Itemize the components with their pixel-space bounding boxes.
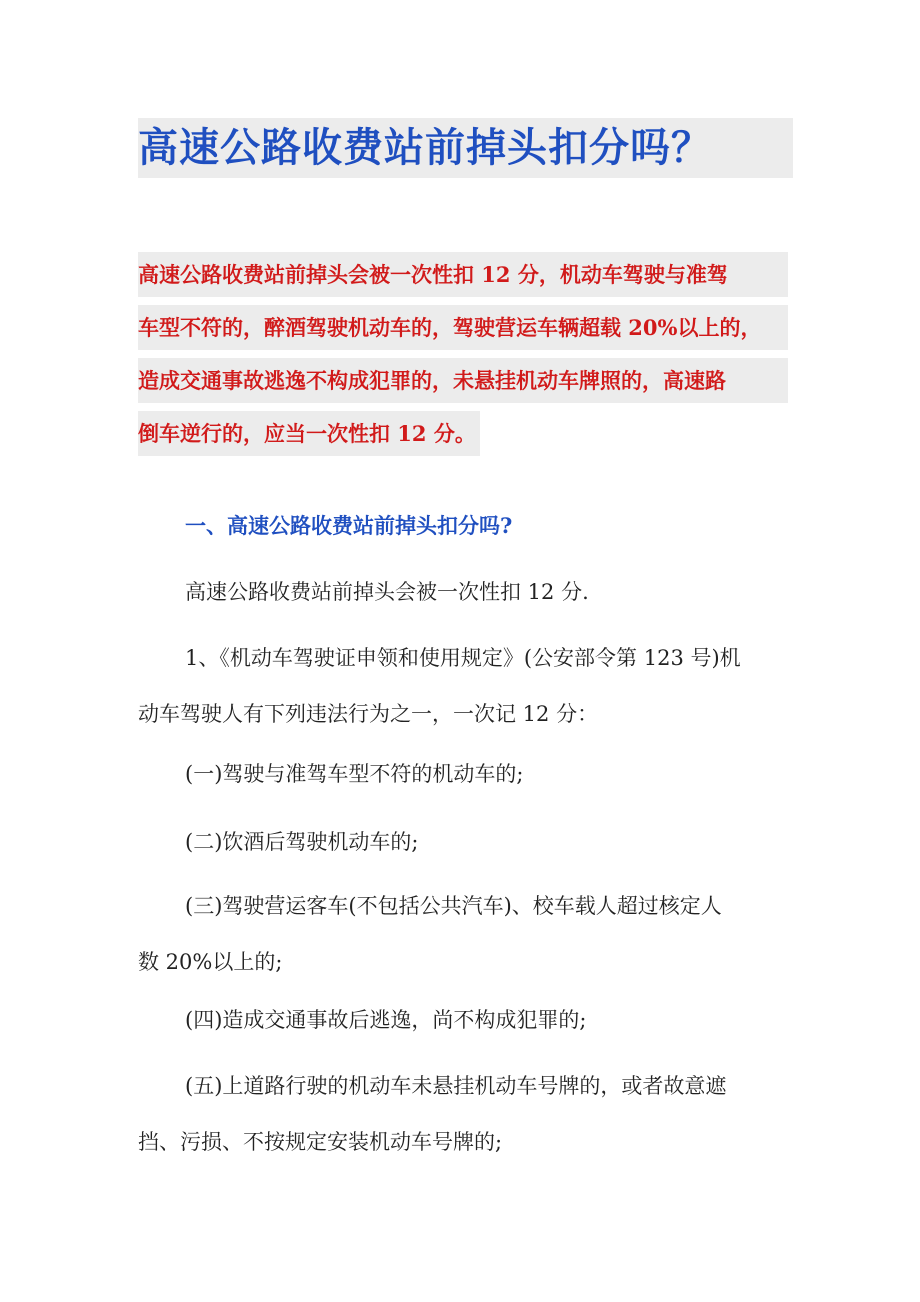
summary-paragraph	[138, 252, 788, 464]
paragraph-line: 1、《机动车驾驶证申领和使用规定》(公安部令第 123 号)机	[185, 646, 741, 670]
paragraph-line: (二)饮酒后驾驶机动车的;	[185, 830, 419, 854]
list-item-5	[138, 1058, 788, 1170]
summary-line: 造成交通事故逃逸不构成犯罪的，未悬挂机动车牌照的，高速路	[138, 358, 788, 403]
list-item-3	[138, 878, 788, 990]
paragraph-line: 动车驾驶人有下列违法行为之一，一次记 12 分：	[138, 702, 599, 726]
summary-line: 倒车逆行的，应当一次性扣 12 分。	[138, 411, 480, 456]
section-heading: 一、高速公路收费站前掉头扣分吗?	[185, 513, 513, 538]
summary-line: 高速公路收费站前掉头会被一次性扣 12 分，机动车驾驶与准驾	[138, 252, 788, 297]
list-item-2	[138, 814, 788, 870]
summary-line: 车型不符的，醉酒驾驶机动车的，驾驶营运车辆超载 20%以上的，	[138, 305, 788, 350]
paragraph-line: (一)驾驶与准驾车型不符的机动车的;	[185, 762, 524, 786]
answer-paragraph	[138, 564, 788, 620]
document-title: 高速公路收费站前掉头扣分吗？	[138, 118, 793, 178]
regulation-paragraph	[138, 630, 788, 742]
list-item-1	[138, 746, 788, 802]
paragraph-line: 高速公路收费站前掉头会被一次性扣 12 分.	[185, 580, 589, 604]
paragraph-line: 挡、污损、不按规定安装机动车号牌的;	[138, 1130, 503, 1154]
paragraph-line: (三)驾驶营运客车(不包括公共汽车)、校车载人超过核定人	[185, 894, 722, 918]
paragraph-line: 数 20%以上的;	[138, 950, 283, 974]
paragraph-line: (四)造成交通事故后逃逸，尚不构成犯罪的;	[185, 1008, 587, 1032]
paragraph-line: (五)上道路行驶的机动车未悬挂机动车号牌的，或者故意遮	[185, 1074, 727, 1098]
list-item-4	[138, 992, 788, 1048]
